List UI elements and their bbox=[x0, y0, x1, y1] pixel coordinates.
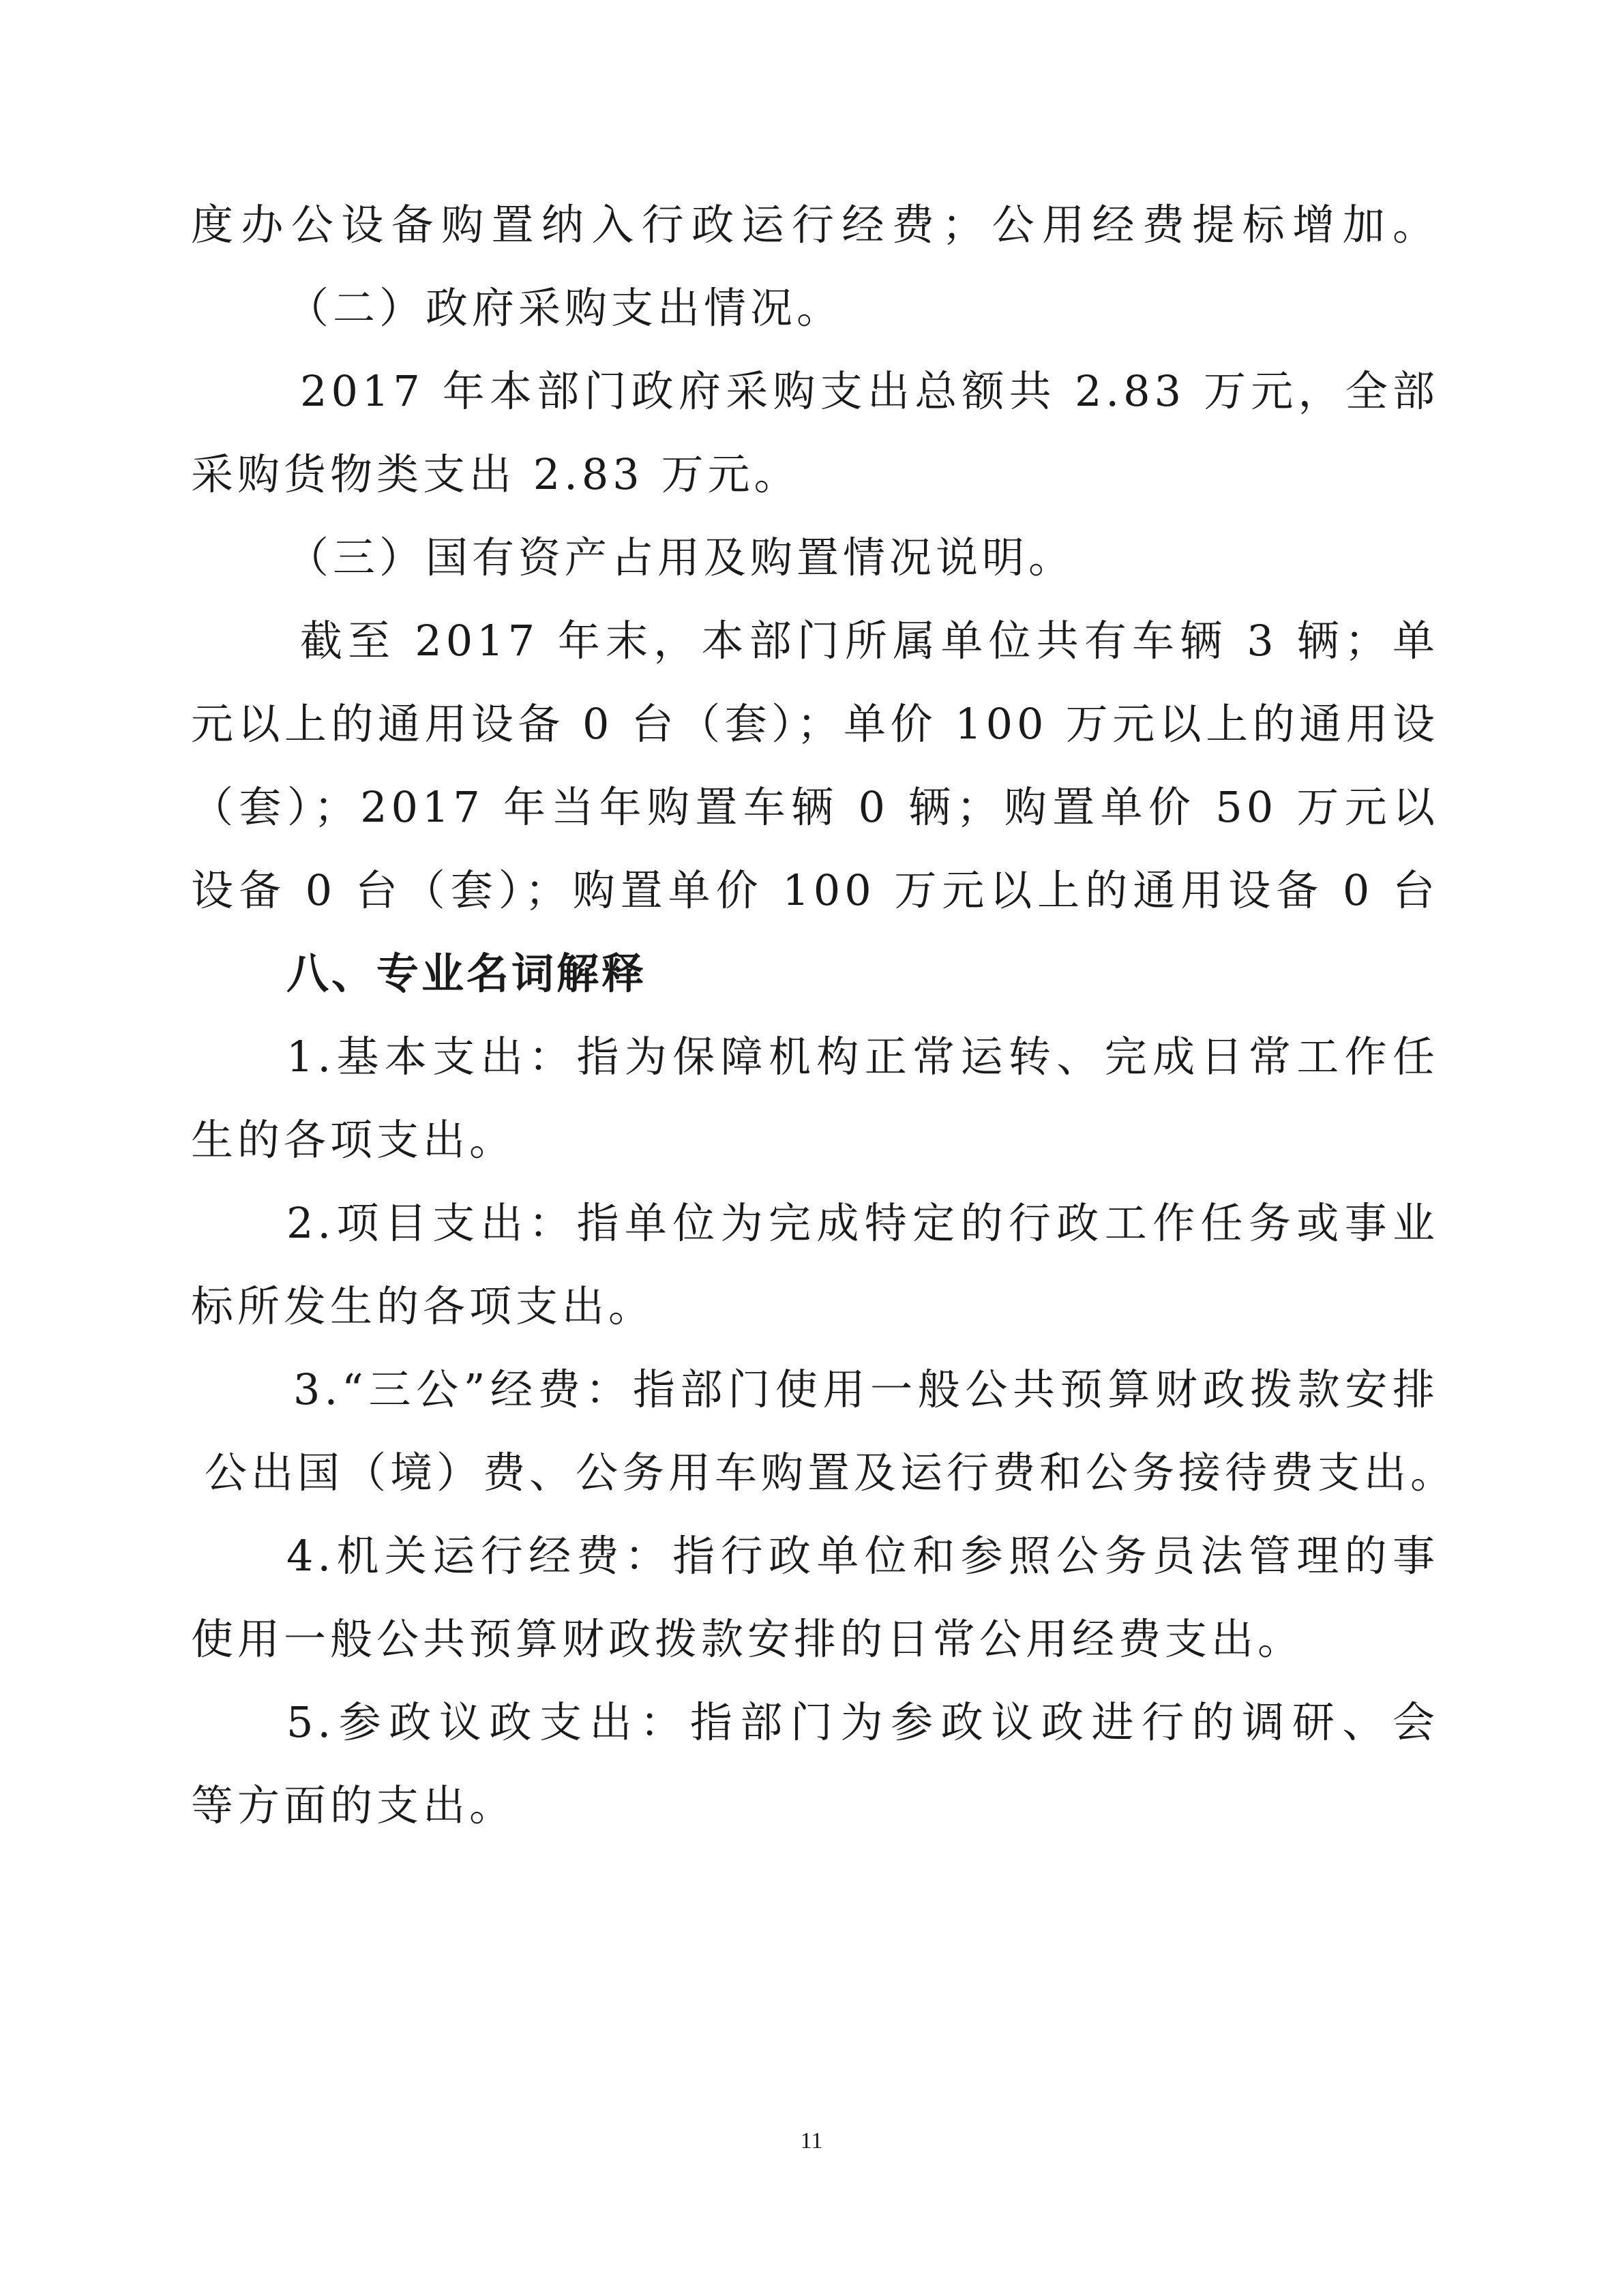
paragraph-line: 采购货物类支出 2.83 万元。 bbox=[191, 449, 801, 499]
paragraph-line: 标所发生的各项支出。 bbox=[191, 1281, 655, 1331]
page-number: 11 bbox=[800, 2128, 823, 2153]
section-heading-glossary: 八、专业名词解释 bbox=[286, 949, 647, 998]
paragraph-line: 设备 0 台（套）；购置单价 100 万元以上的通用设备 0 台 bbox=[191, 865, 1439, 915]
paragraph-line: 2017 年本部门政府采购支出总额共 2.83 万元，全部 bbox=[300, 366, 1439, 416]
paragraph-line: 元以上的通用设备 0 台（套）；单价 100 万元以上的通用设 bbox=[191, 699, 1439, 749]
paragraph-line: 等方面的支出。 bbox=[191, 1780, 516, 1830]
glossary-item-basic-expenditure: 1.基本支出：指为保障机构正常运转、完成日常工作任 bbox=[286, 1032, 1439, 1082]
section-heading-state-assets: （三）国有资产占用及购置情况说明。 bbox=[286, 533, 1075, 582]
paragraph-line: 公出国（境）费、公务用车购置及运行费和公务接待费支出。 bbox=[205, 1448, 1457, 1497]
glossary-item-agency-operating-costs: 4.机关运行经费：指行政单位和参照公务员法管理的事 bbox=[286, 1531, 1439, 1581]
section-heading-government-procurement: （二）政府采购支出情况。 bbox=[286, 283, 844, 333]
paragraph-line: 截至 2017 年末，本部门所属单位共有车辆 3 辆；单 bbox=[300, 616, 1439, 666]
paragraph-line: 度办公设备购置纳入行政运行经费；公用经费提标增加。 bbox=[191, 200, 1439, 250]
glossary-item-three-public-expenses: 3.“三公”经费：指部门使用一般公共预算财政拨款安排 bbox=[293, 1365, 1439, 1414]
glossary-item-project-expenditure: 2.项目支出：指单位为完成特定的行政工作任务或事业 bbox=[286, 1198, 1439, 1248]
paragraph-line: 生的各项支出。 bbox=[191, 1115, 516, 1165]
paragraph-line: 使用一般公共预算财政拨款安排的日常公用经费支出。 bbox=[191, 1614, 1305, 1664]
paragraph-line: （套）；2017 年当年购置车辆 0 辆；购置单价 50 万元以 bbox=[191, 782, 1439, 832]
glossary-item-political-participation: 5.参政议政支出：指部门为参政议政进行的调研、会 bbox=[286, 1697, 1439, 1747]
